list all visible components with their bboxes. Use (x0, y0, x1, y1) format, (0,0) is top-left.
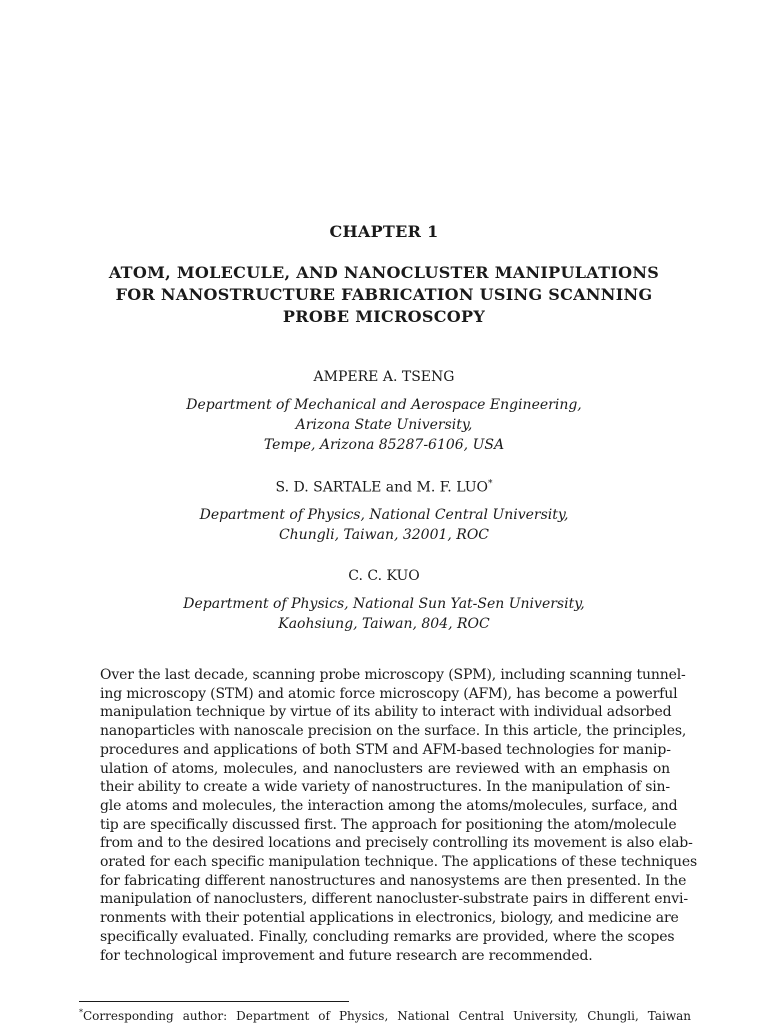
abstract-line: ulation of atoms, molecules, and nanoclusters are reviewed with an emphasis on (100, 760, 670, 777)
abstract-line: for technological improvement and future research are recommended. (100, 947, 593, 964)
chapter-label: CHAPTER 1 (329, 222, 439, 241)
abstract-line: tip are specifically discussed first. The approach for positioning the atom/molecule (100, 816, 677, 833)
author-name: S. D. SARTALE and M. F. LUO (275, 479, 488, 496)
title-line: ATOM, MOLECULE, AND NANOCLUSTER MANIPULATIONS (108, 263, 660, 282)
abstract-line: nanoparticles with nanoscale precision on the surface. In this article, the principles, (100, 723, 687, 740)
author-tseng (0, 369, 768, 385)
author-kuo (0, 568, 768, 584)
abstract-line: manipulation technique by virtue of its ability to interact with individual adsorbed (100, 704, 672, 721)
author-sartale-luo (0, 479, 768, 496)
affiliation-line: Department of Physics, National Central University, (199, 507, 569, 523)
footnote (79, 1008, 691, 1023)
abstract-line: ronments with their potential applications in electronics, biology, and medicine are (100, 910, 679, 927)
abstract-line: procedures and applications of both STM and AFM-based technologies for manip- (100, 741, 671, 758)
affiliation-line: Tempe, Arizona 85287-6106, USA (263, 437, 505, 453)
footnote-text: Corresponding author: Department of Physics, National Central University, Chungli, Taiwan (83, 1009, 691, 1023)
abstract-line: manipulation of nanoclusters, different nanocluster-substrate pairs in different envi- (100, 891, 688, 908)
affiliation-sartale-luo (0, 505, 768, 545)
title-line: PROBE MICROSCOPY (282, 307, 486, 326)
abstract-line: from and to the desired locations and precisely controlling its movement is also elab- (100, 835, 693, 852)
footnote-rule (79, 1001, 349, 1002)
chapter-title (60, 262, 708, 328)
abstract-line: Over the last decade, scanning probe microscopy (SPM), including scanning tunnel- (100, 667, 686, 683)
abstract-line: for fabricating different nanostructures and nanosystems are then presented. In the (100, 872, 687, 889)
affiliation-line: Department of Mechanical and Aerospace Engineering, (186, 397, 582, 413)
affiliation-line: Department of Physics, National Sun Yat-Sen University, (183, 596, 585, 612)
abstract (100, 666, 698, 965)
affiliation-tseng (0, 395, 768, 455)
abstract-line: orated for each specific manipulation technique. The applications of these techniques (100, 854, 698, 871)
abstract-line: specifically evaluated. Finally, concluding remarks are provided, where the scopes (100, 928, 675, 945)
affiliation-kuo (0, 594, 768, 634)
affiliation-line: Chungli, Taiwan, 32001, ROC (278, 527, 490, 543)
title-line: FOR NANOSTRUCTURE FABRICATION USING SCANNING (115, 285, 653, 304)
author-name: AMPERE A. TSENG (313, 369, 455, 385)
corresponding-mark: * (488, 479, 493, 489)
abstract-line: their ability to create a wide variety of nanostructures. In the manipulation of sin- (100, 779, 670, 796)
affiliation-line: Arizona State University, (295, 417, 473, 433)
footnote-mark: * (79, 1008, 83, 1017)
author-name: C. C. KUO (348, 568, 420, 584)
affiliation-line: Kaohsiung, Taiwan, 804, ROC (278, 616, 490, 632)
abstract-line: gle atoms and molecules, the interaction among the atoms/molecules, surface, and (100, 797, 678, 814)
abstract-line: ing microscopy (STM) and atomic force microscopy (AFM), has become a powerful (100, 685, 678, 702)
